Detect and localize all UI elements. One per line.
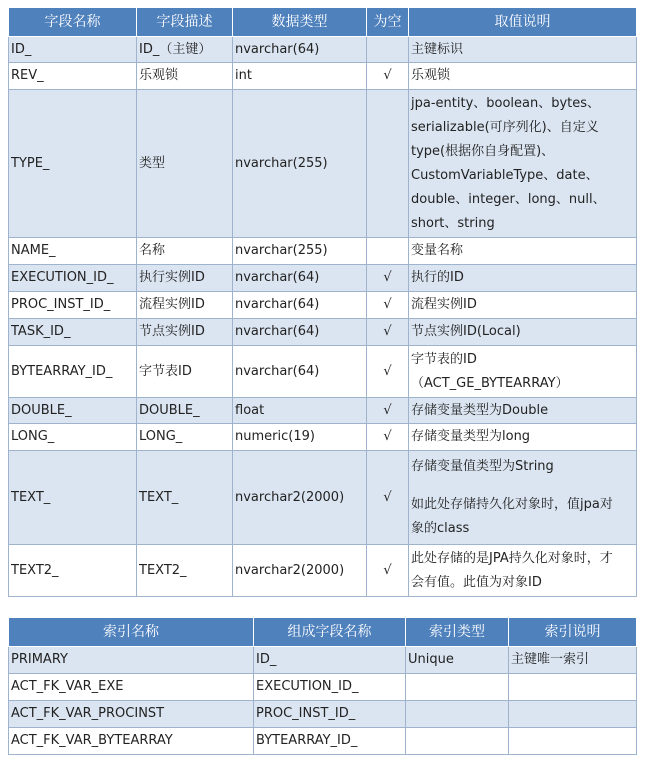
index-type [406,728,509,755]
field-type: nvarchar(255) [233,90,367,238]
field-type: nvarchar(64) [233,319,367,346]
table-row [9,346,637,398]
field-name: PROC_INST_ID_ [9,292,137,319]
value-line: serializable(可序列化)、自定义 [411,119,599,135]
table-row [9,238,637,265]
field-value [409,90,637,238]
fields-table [8,8,637,597]
table-row [9,451,637,545]
field-name: DOUBLE_ [9,398,137,424]
table-row [9,37,637,63]
header-field-name: 字段名称 [9,8,137,37]
field-nullable: √ [367,424,409,451]
field-name: TEXT_ [9,451,137,545]
table-row [9,424,637,451]
field-value: 存储变量类型为Double [409,398,637,424]
field-nullable: √ [367,292,409,319]
header-field-desc: 字段描述 [137,8,233,37]
field-value: 主键标识 [409,37,637,63]
field-value [409,346,637,398]
header-data-type: 数据类型 [233,8,367,37]
field-nullable [367,90,409,238]
index-type: Unique [406,647,509,674]
value-line: 会有值。此值为对象ID [411,574,542,590]
table-row [9,319,637,346]
field-value: 流程实例ID [409,292,637,319]
field-name: EXECUTION_ID_ [9,265,137,292]
value-line: jpa-entity、boolean、bytes、 [411,95,601,111]
value-line: type(根据你自身配置)、 [411,143,555,159]
index-columns: ID_ [254,647,406,674]
value-line: 如此处存储持久化对象时，值jpa对 [411,496,613,512]
field-nullable [367,238,409,265]
header-index-desc: 索引说明 [509,618,637,647]
index-name: ACT_FK_VAR_EXE [9,674,254,701]
table-row [9,90,637,238]
table-row [9,63,637,90]
field-desc: 节点实例ID [137,319,233,346]
index-header-row [9,618,637,647]
field-type: nvarchar(64) [233,346,367,398]
field-nullable: √ [367,63,409,90]
field-desc: TEXT2_ [137,545,233,597]
index-desc [509,728,637,755]
field-name: TEXT2_ [9,545,137,597]
index-columns: PROC_INST_ID_ [254,701,406,728]
field-desc: 执行实例ID [137,265,233,292]
field-type: nvarchar(64) [233,37,367,63]
field-name: BYTEARRAY_ID_ [9,346,137,398]
value-line: CustomVariableType、date、 [411,167,599,183]
table-row [9,545,637,597]
table-row [9,701,637,728]
index-columns: EXECUTION_ID_ [254,674,406,701]
field-value [409,545,637,597]
field-desc: DOUBLE_ [137,398,233,424]
header-index-columns: 组成字段名称 [254,618,406,647]
field-desc: 流程实例ID [137,292,233,319]
index-name: ACT_FK_VAR_PROCINST [9,701,254,728]
value-line: double、integer、long、null、 [411,191,606,207]
field-value: 乐观锁 [409,63,637,90]
value-line: short、string [411,215,495,231]
field-nullable: √ [367,319,409,346]
index-desc [509,674,637,701]
header-value-desc: 取值说明 [409,8,637,37]
value-line: （ACT_GE_BYTEARRAY） [411,375,569,391]
field-type: nvarchar2(2000) [233,545,367,597]
index-name: ACT_FK_VAR_BYTEARRAY [9,728,254,755]
fields-header-row [9,8,637,37]
field-value: 执行的ID [409,265,637,292]
index-name: PRIMARY [9,647,254,674]
table-row [9,647,637,674]
field-desc: 类型 [137,90,233,238]
table-row [9,292,637,319]
field-value [409,451,637,545]
field-type: nvarchar(255) [233,238,367,265]
field-nullable [367,37,409,63]
value-line: 字节表的ID [411,351,477,367]
table-row [9,728,637,755]
header-index-type: 索引类型 [406,618,509,647]
value-line: 此处存储的是JPA持久化对象时，才 [411,550,613,566]
field-name: TYPE_ [9,90,137,238]
index-table [8,618,637,755]
field-type: numeric(19) [233,424,367,451]
field-value: 存储变量类型为long [409,424,637,451]
header-index-name: 索引名称 [9,618,254,647]
field-name: NAME_ [9,238,137,265]
header-nullable: 为空 [367,8,409,37]
field-type: nvarchar(64) [233,292,367,319]
table-row [9,674,637,701]
field-nullable: √ [367,398,409,424]
field-nullable: √ [367,545,409,597]
index-desc: 主键唯一索引 [509,647,637,674]
field-type: nvarchar(64) [233,265,367,292]
index-type [406,674,509,701]
field-desc: 字节表ID [137,346,233,398]
field-type: nvarchar2(2000) [233,451,367,545]
field-type: int [233,63,367,90]
value-line: 存储变量值类型为String [411,458,554,474]
field-name: LONG_ [9,424,137,451]
field-desc: TEXT_ [137,451,233,545]
field-name: ID_ [9,37,137,63]
field-type: float [233,398,367,424]
field-desc: 名称 [137,238,233,265]
field-nullable: √ [367,346,409,398]
index-desc [509,701,637,728]
field-desc: LONG_ [137,424,233,451]
value-gap [411,479,634,493]
field-name: TASK_ID_ [9,319,137,346]
field-nullable: √ [367,451,409,545]
value-line: 象的class [411,520,470,536]
field-name: REV_ [9,63,137,90]
field-desc: 乐观锁 [137,63,233,90]
field-value: 变量名称 [409,238,637,265]
field-value: 节点实例ID(Local) [409,319,637,346]
table-row [9,398,637,424]
index-type [406,701,509,728]
field-desc: ID_（主键） [137,37,233,63]
index-columns: BYTEARRAY_ID_ [254,728,406,755]
field-nullable: √ [367,265,409,292]
table-row [9,265,637,292]
